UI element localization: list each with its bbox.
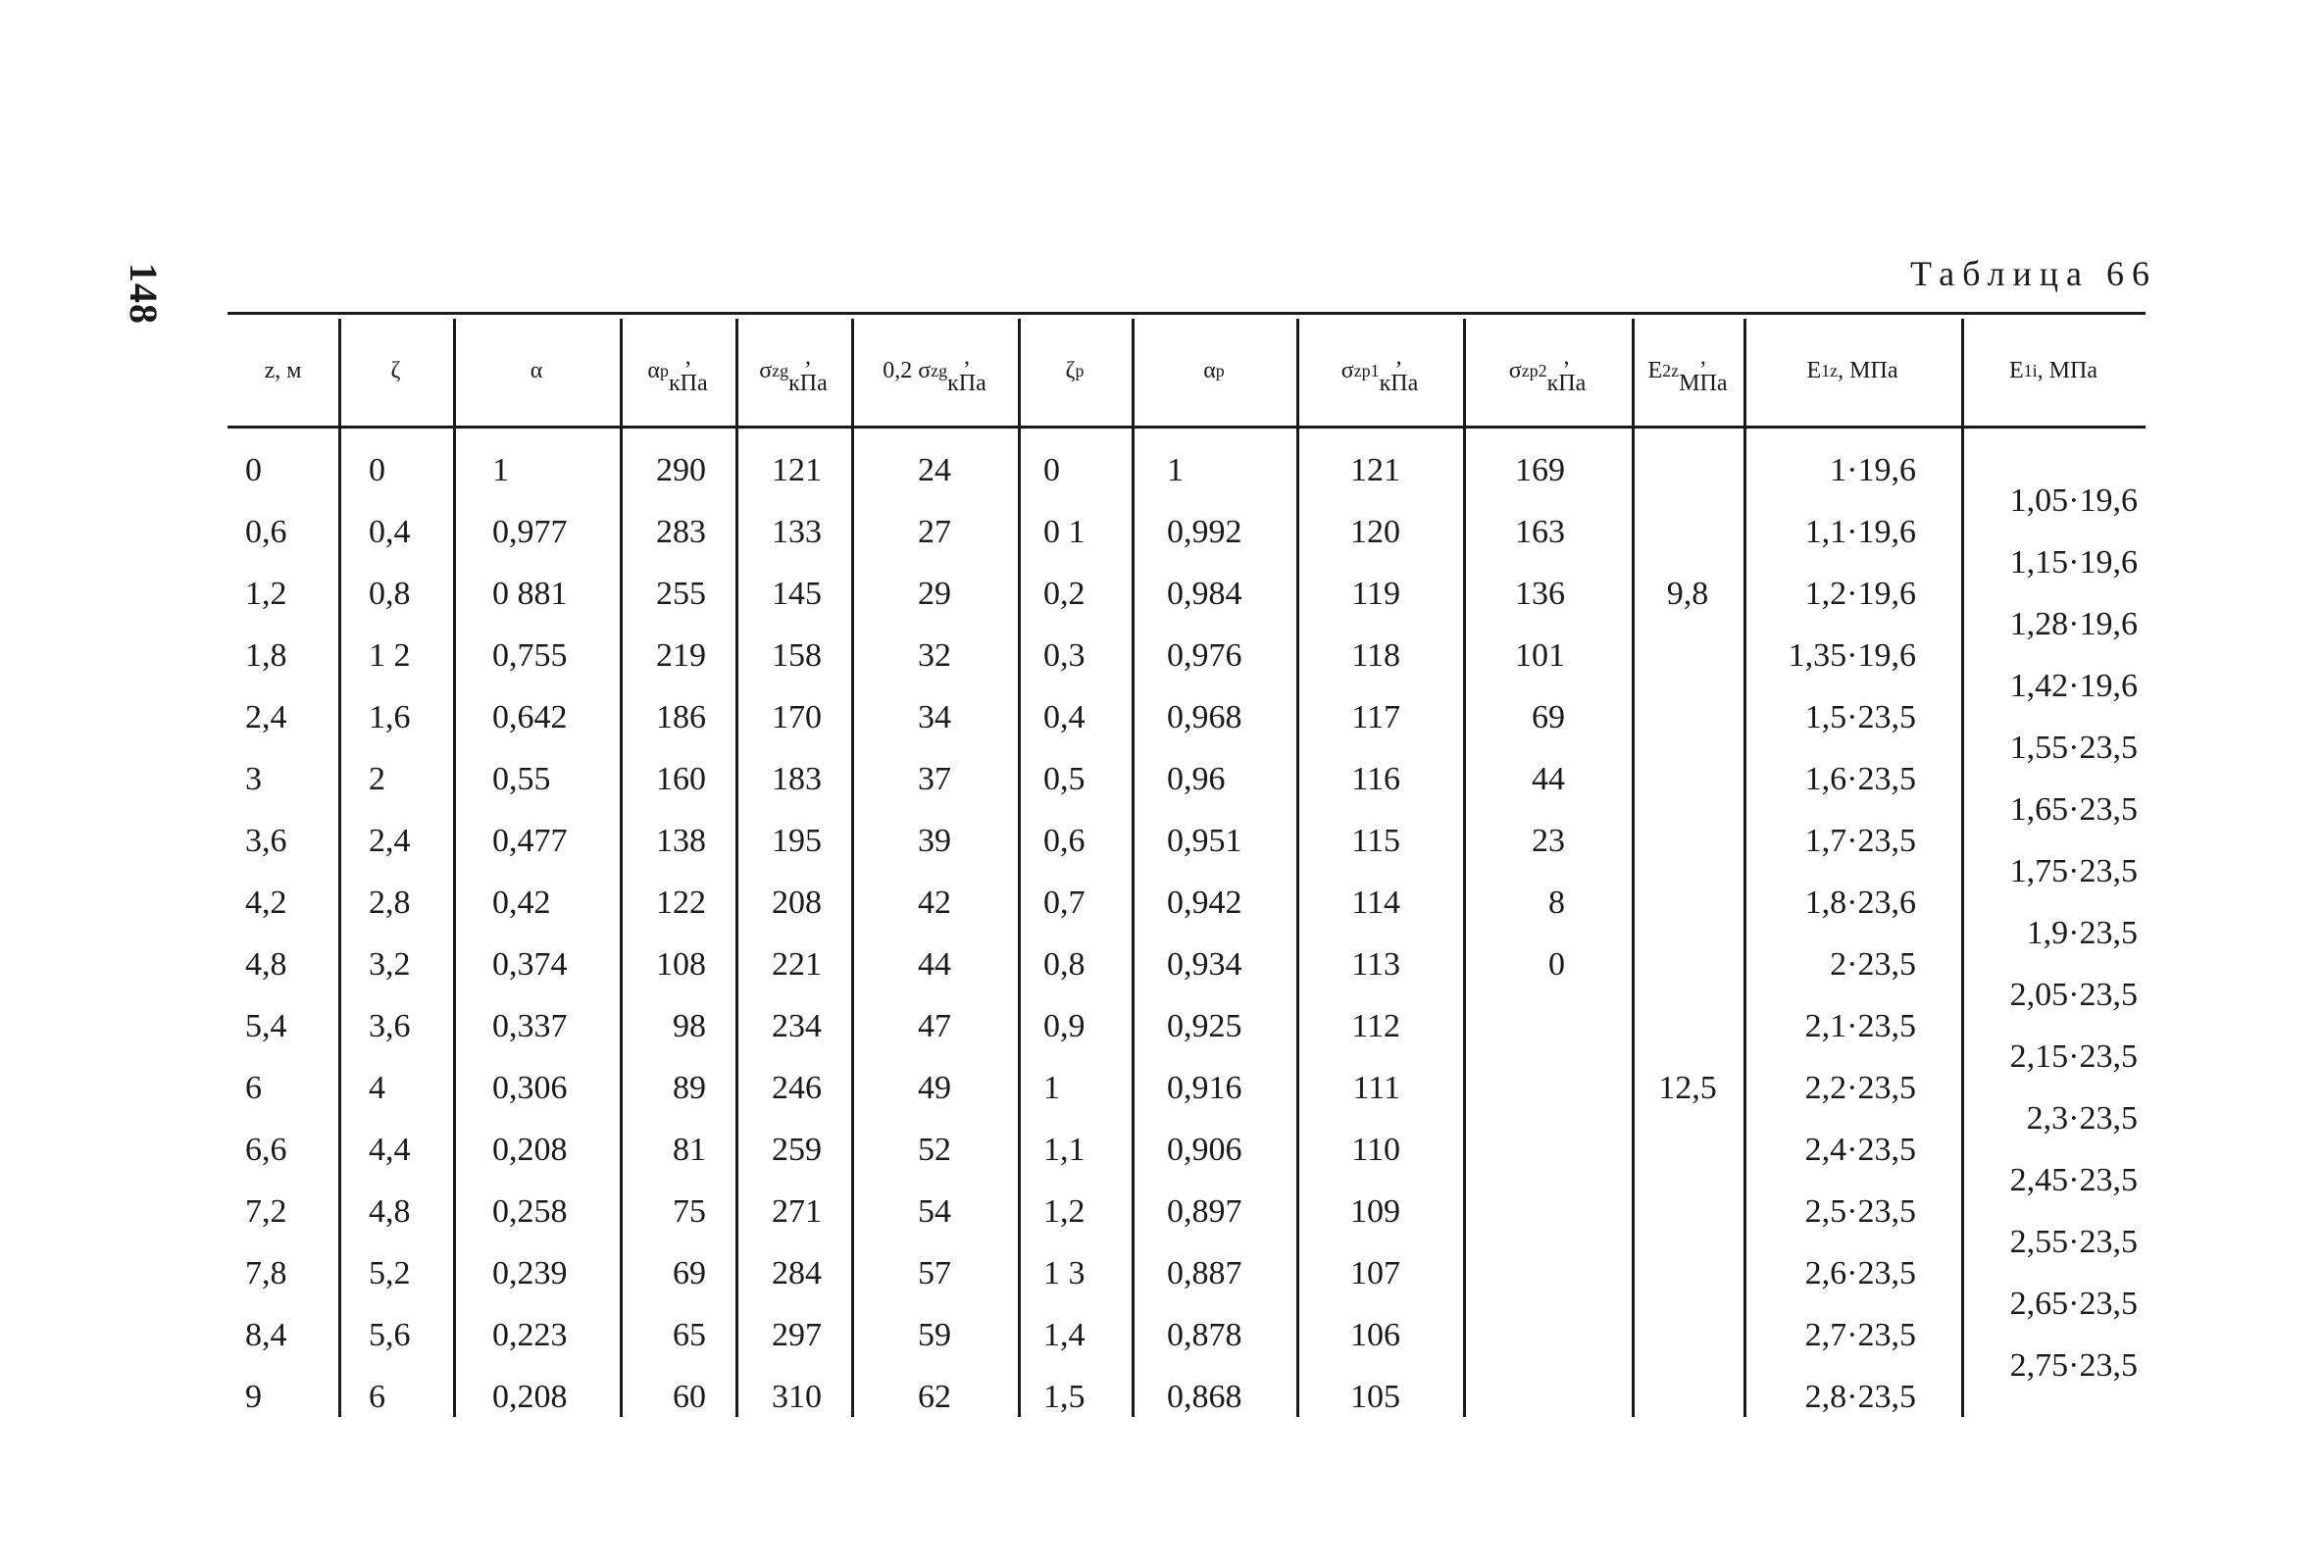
table-cell-zeta-p: 1,4 [1043, 1317, 1086, 1353]
table-cell-alpha: 0,258 [492, 1193, 568, 1230]
table-cell-e1z: 2,6·23,5 [1804, 1255, 1916, 1291]
column-header-z: z, м [264, 357, 302, 383]
table-cell-e1z: 2,1·23,5 [1804, 1008, 1916, 1044]
table-cell-e1i: 1,9·23,5 [2026, 915, 2138, 951]
table-cell-e1z: 1,5·23,5 [1804, 699, 1916, 735]
table-cell-alpha-p: 0,976 [1167, 637, 1242, 674]
table-cell-sigma-zg-02: 27 [918, 514, 951, 550]
table-cell-zeta-p: 0,8 [1043, 946, 1086, 983]
table-cell-alpha: 0,642 [492, 699, 568, 735]
table-cell-sigma-zg: 121 [772, 452, 822, 488]
column-header-sigma-zg: σ zg , кПа [759, 344, 828, 396]
table-cell-sigma-zg-02: 42 [918, 885, 951, 921]
table-cell-zeta: 4,8 [369, 1193, 411, 1230]
table-cell-e1i: 1,28·19,6 [2009, 606, 2138, 642]
table-cell-sigma-zp2: 8 [1548, 885, 1565, 921]
table-cell-sigma-zp2: 169 [1515, 452, 1565, 488]
table-cell-e1z: 1,8·23,6 [1804, 885, 1916, 921]
table-cell-z: 1,8 [245, 637, 287, 674]
table-cell-sigma-zp1: 119 [1351, 576, 1400, 612]
table-cell-e1i: 1,42·19,6 [2009, 668, 2138, 704]
table-cell-e1z: 2,7·23,5 [1804, 1317, 1916, 1353]
table-cell-sigma-zg: 170 [772, 699, 822, 735]
table-cell-alpha-p: 1 [1167, 452, 1184, 488]
table-cell-alpha-p: 0,925 [1167, 1008, 1242, 1044]
column-divider [1018, 319, 1021, 1417]
table-cell-sigma-zp2: 136 [1515, 576, 1565, 612]
column-header-sigma-zp1: σ zp1 , кПа [1340, 344, 1419, 396]
table-cell-zeta: 5,6 [369, 1317, 411, 1353]
table-cell-zeta-p: 0,7 [1043, 885, 1086, 921]
table-cell-e1z: 1,1·19,6 [1804, 514, 1916, 550]
table-cell-z: 8,4 [245, 1317, 287, 1353]
table-cell-e2z: 9,8 [1666, 576, 1709, 612]
table-cell-e1i: 2,3·23,5 [2026, 1100, 2138, 1137]
table-cell-zeta: 3,6 [369, 1008, 411, 1044]
table-cell-e1z: 1·19,6 [1830, 452, 1916, 488]
table-cell-zeta: 4,4 [369, 1132, 411, 1168]
table-cell-sigma-zg: 234 [772, 1008, 822, 1044]
table-cell-sigma-zp2: 101 [1515, 637, 1565, 674]
table-cell-sigma-zp1: 116 [1351, 761, 1400, 797]
table-cell-sigma-zg-02: 62 [918, 1379, 951, 1415]
table-cell-zeta: 1 2 [369, 637, 411, 674]
table-cell-zeta: 2,8 [369, 885, 411, 921]
table-cell-sigma-zp1: 105 [1350, 1379, 1400, 1415]
table-cell-sigma-zg: 284 [772, 1255, 822, 1291]
table-cell-zeta-p: 0,2 [1043, 576, 1086, 612]
table-cell-zeta-p: 0,3 [1043, 637, 1086, 674]
table-cell-z: 0,6 [245, 514, 287, 550]
table-cell-alpha-p-kpa: 89 [673, 1070, 706, 1106]
table-cell-e1i: 1,65·23,5 [2009, 791, 2138, 828]
table-cell-sigma-zp1: 111 [1352, 1070, 1400, 1106]
table-cell-sigma-zg-02: 54 [918, 1193, 951, 1230]
table-cell-alpha: 0,306 [492, 1070, 568, 1106]
table-cell-alpha-p-kpa: 60 [673, 1379, 706, 1415]
column-header-zeta-p: ζ p [1065, 357, 1085, 383]
table-cell-sigma-zg-02: 24 [918, 452, 951, 488]
table-cell-z: 9 [245, 1379, 262, 1415]
table-cell-z: 6,6 [245, 1132, 287, 1168]
table-cell-sigma-zg: 133 [772, 514, 822, 550]
table-cell-sigma-zg-02: 57 [918, 1255, 951, 1291]
table-cell-sigma-zg-02: 49 [918, 1070, 951, 1106]
table-cell-alpha-p-kpa: 69 [673, 1255, 706, 1291]
table-cell-alpha-p-kpa: 81 [673, 1132, 706, 1168]
table-cell-alpha: 0,239 [492, 1255, 568, 1291]
table-cell-alpha: 0 881 [492, 576, 568, 612]
table-cell-z: 5,4 [245, 1008, 287, 1044]
table-cell-sigma-zp1: 106 [1350, 1317, 1400, 1353]
table-cell-alpha: 0,477 [492, 823, 568, 859]
table-cell-alpha: 1 [492, 452, 509, 488]
table-cell-sigma-zp1: 112 [1351, 1008, 1400, 1044]
table-cell-z: 7,8 [245, 1255, 287, 1291]
table-cell-sigma-zg: 183 [772, 761, 822, 797]
table-cell-z: 0 [245, 452, 262, 488]
table-cell-zeta: 5,2 [369, 1255, 411, 1291]
table-cell-sigma-zg-02: 34 [918, 699, 951, 735]
table-cell-sigma-zg: 195 [772, 823, 822, 859]
table-cell-sigma-zp1: 118 [1351, 637, 1400, 674]
table-cell-sigma-zg: 221 [772, 946, 822, 983]
table-cell-sigma-zp1: 109 [1350, 1193, 1400, 1230]
table-cell-sigma-zg-02: 52 [918, 1132, 951, 1168]
table-cell-e1z: 2,5·23,5 [1804, 1193, 1916, 1230]
table-cell-e1i: 2,55·23,5 [2009, 1224, 2138, 1260]
table-cell-z: 6 [245, 1070, 262, 1106]
table-cell-zeta-p: 1,1 [1043, 1132, 1086, 1168]
table-cell-alpha: 0,208 [492, 1379, 568, 1415]
table-cell-sigma-zp1: 114 [1351, 885, 1400, 921]
table-cell-alpha-p: 0,878 [1167, 1317, 1242, 1353]
table-cell-e1z: 1,6·23,5 [1804, 761, 1916, 797]
table-cell-zeta: 0,8 [369, 576, 411, 612]
column-divider [338, 319, 341, 1417]
table-cell-alpha-p-kpa: 65 [673, 1317, 706, 1353]
table-cell-z: 4,2 [245, 885, 287, 921]
table-cell-zeta: 0 [369, 452, 385, 488]
column-divider [1132, 319, 1135, 1417]
column-header-e1z: E 1z , МПа [1806, 357, 1898, 383]
table-cell-sigma-zg: 246 [772, 1070, 822, 1106]
table-cell-alpha-p-kpa: 108 [656, 946, 706, 983]
column-header-alpha-p-kpa: α p , кПа [647, 344, 708, 396]
table-cell-alpha-p-kpa: 75 [673, 1193, 706, 1230]
table-cell-alpha-p: 0,951 [1167, 823, 1242, 859]
table-cell-sigma-zp2: 44 [1532, 761, 1565, 797]
table-top-rule [227, 312, 2146, 315]
table-cell-z: 3,6 [245, 823, 287, 859]
table-cell-alpha-p: 0,906 [1167, 1132, 1242, 1168]
table-cell-sigma-zp1: 117 [1351, 699, 1400, 735]
table-cell-alpha-p: 0,916 [1167, 1070, 1242, 1106]
table-cell-alpha-p: 0,968 [1167, 699, 1242, 735]
table-cell-e1z: 2,4·23,5 [1804, 1132, 1916, 1168]
table-cell-alpha-p: 0,96 [1167, 761, 1226, 797]
table-cell-z: 4,8 [245, 946, 287, 983]
table-cell-e1z: 2·23,5 [1830, 946, 1916, 983]
table-cell-zeta-p: 0,5 [1043, 761, 1086, 797]
table-cell-e1i: 2,75·23,5 [2009, 1347, 2138, 1384]
table-cell-alpha-p-kpa: 122 [656, 885, 706, 921]
table-cell-zeta-p: 0,9 [1043, 1008, 1086, 1044]
table-cell-alpha-p-kpa: 290 [656, 452, 706, 488]
table-cell-zeta: 1,6 [369, 699, 411, 735]
table-cell-alpha-p: 0,897 [1167, 1193, 1242, 1230]
table-cell-z: 1,2 [245, 576, 287, 612]
column-header-alpha-p: α p [1203, 357, 1225, 383]
table-cell-alpha-p-kpa: 160 [656, 761, 706, 797]
table-cell-sigma-zg-02: 59 [918, 1317, 951, 1353]
table-cell-e1i: 2,65·23,5 [2009, 1286, 2138, 1322]
table-cell-z: 3 [245, 761, 262, 797]
table-cell-zeta: 0,4 [369, 514, 411, 550]
table-cell-e1z: 1,7·23,5 [1804, 823, 1916, 859]
table-cell-sigma-zg: 271 [772, 1193, 822, 1230]
table-cell-zeta-p: 1 3 [1043, 1255, 1086, 1291]
table-cell-zeta: 6 [369, 1379, 385, 1415]
table-cell-e1z: 1,35·19,6 [1788, 637, 1916, 674]
table-cell-sigma-zg: 310 [772, 1379, 822, 1415]
table-cell-alpha-p-kpa: 98 [673, 1008, 706, 1044]
table-cell-zeta-p: 1,5 [1043, 1379, 1086, 1415]
column-header-e2z: E 2z , МПа [1647, 344, 1728, 396]
table-cell-alpha-p: 0,934 [1167, 946, 1242, 983]
table-cell-sigma-zg-02: 44 [918, 946, 951, 983]
table-cell-sigma-zp2: 69 [1532, 699, 1565, 735]
table-cell-sigma-zp2: 23 [1532, 823, 1565, 859]
column-divider [1632, 319, 1635, 1417]
table-cell-sigma-zg-02: 29 [918, 576, 951, 612]
table-cell-alpha: 0,755 [492, 637, 568, 674]
table-cell-alpha-p-kpa: 219 [656, 637, 706, 674]
table-cell-alpha: 0,977 [492, 514, 568, 550]
table-cell-alpha-p: 0,984 [1167, 576, 1242, 612]
page-number: 148 [122, 263, 166, 325]
table-cell-sigma-zp1: 120 [1350, 514, 1400, 550]
table-cell-e1i: 2,15·23,5 [2009, 1038, 2138, 1075]
table-cell-sigma-zp1: 110 [1351, 1132, 1400, 1168]
table-cell-z: 2,4 [245, 699, 287, 735]
table-cell-sigma-zg: 259 [772, 1132, 822, 1168]
table-cell-e1i: 1,75·23,5 [2009, 853, 2138, 889]
table-cell-alpha: 0,374 [492, 946, 568, 983]
table-cell-alpha-p-kpa: 138 [656, 823, 706, 859]
table-caption: Таблица 66 [1910, 254, 2157, 293]
table-cell-e1i: 1,05·19,6 [2009, 482, 2138, 519]
table-cell-sigma-zg-02: 39 [918, 823, 951, 859]
table-cell-alpha: 0,42 [492, 885, 551, 921]
table-cell-e1i: 1,55·23,5 [2009, 730, 2138, 766]
table-cell-alpha: 0,337 [492, 1008, 568, 1044]
column-header-alpha: α [530, 357, 543, 383]
table-cell-sigma-zg: 145 [772, 576, 822, 612]
table-cell-sigma-zp1: 121 [1350, 452, 1400, 488]
column-header-sigma-zp2: σ zp2 , кПа [1508, 344, 1587, 396]
column-header-e1i: E 1i , МПа [2008, 357, 2097, 383]
column-divider [453, 319, 456, 1417]
table-cell-sigma-zg-02: 32 [918, 637, 951, 674]
table-cell-zeta-p: 0,4 [1043, 699, 1086, 735]
table-cell-alpha-p: 0,942 [1167, 885, 1242, 921]
table-cell-zeta-p: 0 1 [1043, 514, 1086, 550]
table-cell-e1i: 2,45·23,5 [2009, 1162, 2138, 1198]
table-cell-alpha: 0,223 [492, 1317, 568, 1353]
table-cell-alpha-p-kpa: 255 [656, 576, 706, 612]
table-header-rule [227, 426, 2146, 429]
table-cell-sigma-zg: 158 [772, 637, 822, 674]
table-cell-sigma-zp1: 107 [1350, 1255, 1400, 1291]
table-cell-zeta-p: 1,2 [1043, 1193, 1086, 1230]
table-cell-e1z: 2,2·23,5 [1804, 1070, 1916, 1106]
table-cell-zeta-p: 1 [1043, 1070, 1060, 1106]
table-cell-zeta-p: 0,6 [1043, 823, 1086, 859]
column-header-sigma-zg-02: 0,2 σ zg , кПа [883, 344, 986, 396]
table-cell-zeta: 2 [369, 761, 385, 797]
table-cell-alpha-p: 0,868 [1167, 1379, 1242, 1415]
table-cell-sigma-zp2: 0 [1548, 946, 1565, 983]
table-cell-zeta: 2,4 [369, 823, 411, 859]
table-cell-alpha: 0,55 [492, 761, 551, 797]
table-cell-sigma-zg: 208 [772, 885, 822, 921]
table-cell-sigma-zg-02: 37 [918, 761, 951, 797]
table-cell-sigma-zg-02: 47 [918, 1008, 951, 1044]
table-cell-e1z: 1,2·19,6 [1804, 576, 1916, 612]
table-cell-zeta: 3,2 [369, 946, 411, 983]
table-cell-alpha-p: 0,992 [1167, 514, 1242, 550]
table-cell-e1i: 1,15·19,6 [2009, 544, 2138, 581]
table-cell-e1i: 2,05·23,5 [2009, 977, 2138, 1013]
column-header-zeta: ζ [390, 357, 401, 383]
table-cell-sigma-zp1: 113 [1351, 946, 1400, 983]
table-cell-e2z: 12,5 [1658, 1070, 1717, 1106]
table-cell-alpha-p: 0,887 [1167, 1255, 1242, 1291]
table-cell-sigma-zg: 297 [772, 1317, 822, 1353]
table-cell-alpha-p-kpa: 283 [656, 514, 706, 550]
table-cell-z: 7,2 [245, 1193, 287, 1230]
table-cell-alpha: 0,208 [492, 1132, 568, 1168]
table-cell-sigma-zp2: 163 [1515, 514, 1565, 550]
table-cell-e1z: 2,8·23,5 [1804, 1379, 1916, 1415]
table-cell-sigma-zp1: 115 [1351, 823, 1400, 859]
table-cell-zeta-p: 0 [1043, 452, 1060, 488]
table-cell-alpha-p-kpa: 186 [656, 699, 706, 735]
table-cell-zeta: 4 [369, 1070, 385, 1106]
